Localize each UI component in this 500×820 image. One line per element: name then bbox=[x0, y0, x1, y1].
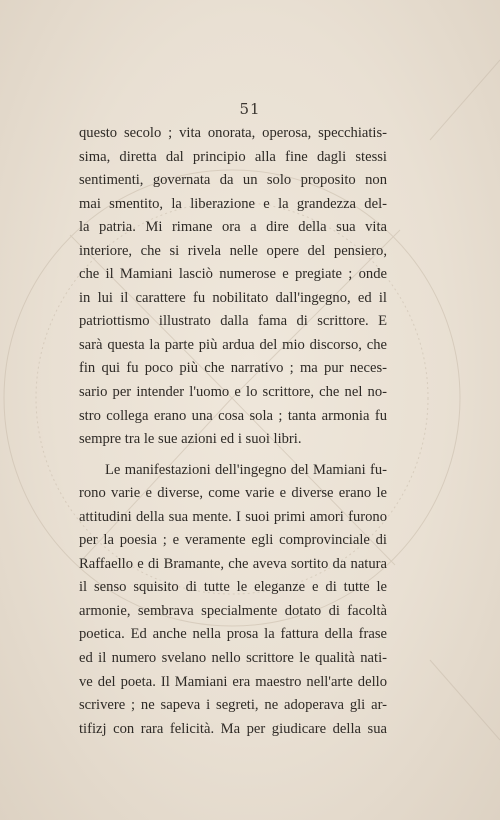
text-line: in lui il carattere fu nobilitato dall'ingegno, ed il bbox=[79, 289, 387, 306]
text-line: poetica. Ed anche nella prosa la fattura della frase bbox=[79, 626, 387, 643]
text-line: rono varie e diverse, come varie e diverse erano le bbox=[79, 485, 387, 502]
text-line: sentimenti, governata da un solo proposito non bbox=[79, 172, 387, 189]
text-line: mai smentito, la liberazione e la grandezza del- bbox=[79, 195, 387, 212]
text-line: Le manifestazioni dell'ingegno del Mamiani fu- bbox=[105, 461, 387, 478]
text-line: fin qui fu poco più che narrativo ; ma pur neces- bbox=[79, 360, 387, 377]
text-line: ed il numero svelano nello scrittore le qualità nati- bbox=[79, 650, 387, 667]
text-line: scrivere ; ne sapeva i segreti, ne adoperava gli ar- bbox=[79, 697, 387, 714]
text-line: sario per intender l'uomo e lo scrittore, che nel no- bbox=[79, 384, 387, 401]
text-line: la patria. Mi rimane ora a dire della sua vita bbox=[79, 219, 387, 236]
text-line: sarà questa la parte più ardua del mio discorso, che bbox=[79, 336, 387, 353]
text-line: patriottismo illustrato dalla fama di scrittore. E bbox=[79, 313, 387, 330]
body-text bbox=[79, 122, 387, 741]
text-line: che il Mamiani lasciò numerose e pregiate ; onde bbox=[79, 266, 387, 283]
text-line: sima, diretta dal principio alla fine dagli stessi bbox=[79, 148, 387, 165]
text-line: ve del poeta. Il Mamiani era maestro nell'arte dello bbox=[79, 673, 387, 690]
text-line: sempre tra le sue azioni ed i suoi libri. bbox=[79, 431, 302, 448]
page-number: 51 bbox=[239, 100, 261, 118]
text-line: interiore, che si rivela nelle opere del pensiero, bbox=[79, 242, 387, 259]
text-line: Raffaello e di Bramante, che aveva sortito da natura bbox=[79, 555, 387, 572]
paragraph-break bbox=[79, 452, 387, 459]
text-line: attitudini della sua mente. I suoi primi amori furono bbox=[79, 508, 387, 525]
text-line: armonie, sembrava specialmente dotato di facoltà bbox=[79, 602, 387, 619]
text-line: per la poesia ; e veramente egli comprovinciale di bbox=[79, 532, 387, 549]
text-line: stro collega erano una cosa sola ; tanta armonia fu bbox=[79, 407, 387, 424]
text-line: il senso squisito di tutte le eleganze e di tutte le bbox=[79, 579, 387, 596]
text-line: questo secolo ; vita onorata, operosa, specchiatis- bbox=[79, 125, 387, 141]
text-line: tifizj con rara felicità. Ma per giudicare della sua bbox=[79, 720, 387, 737]
